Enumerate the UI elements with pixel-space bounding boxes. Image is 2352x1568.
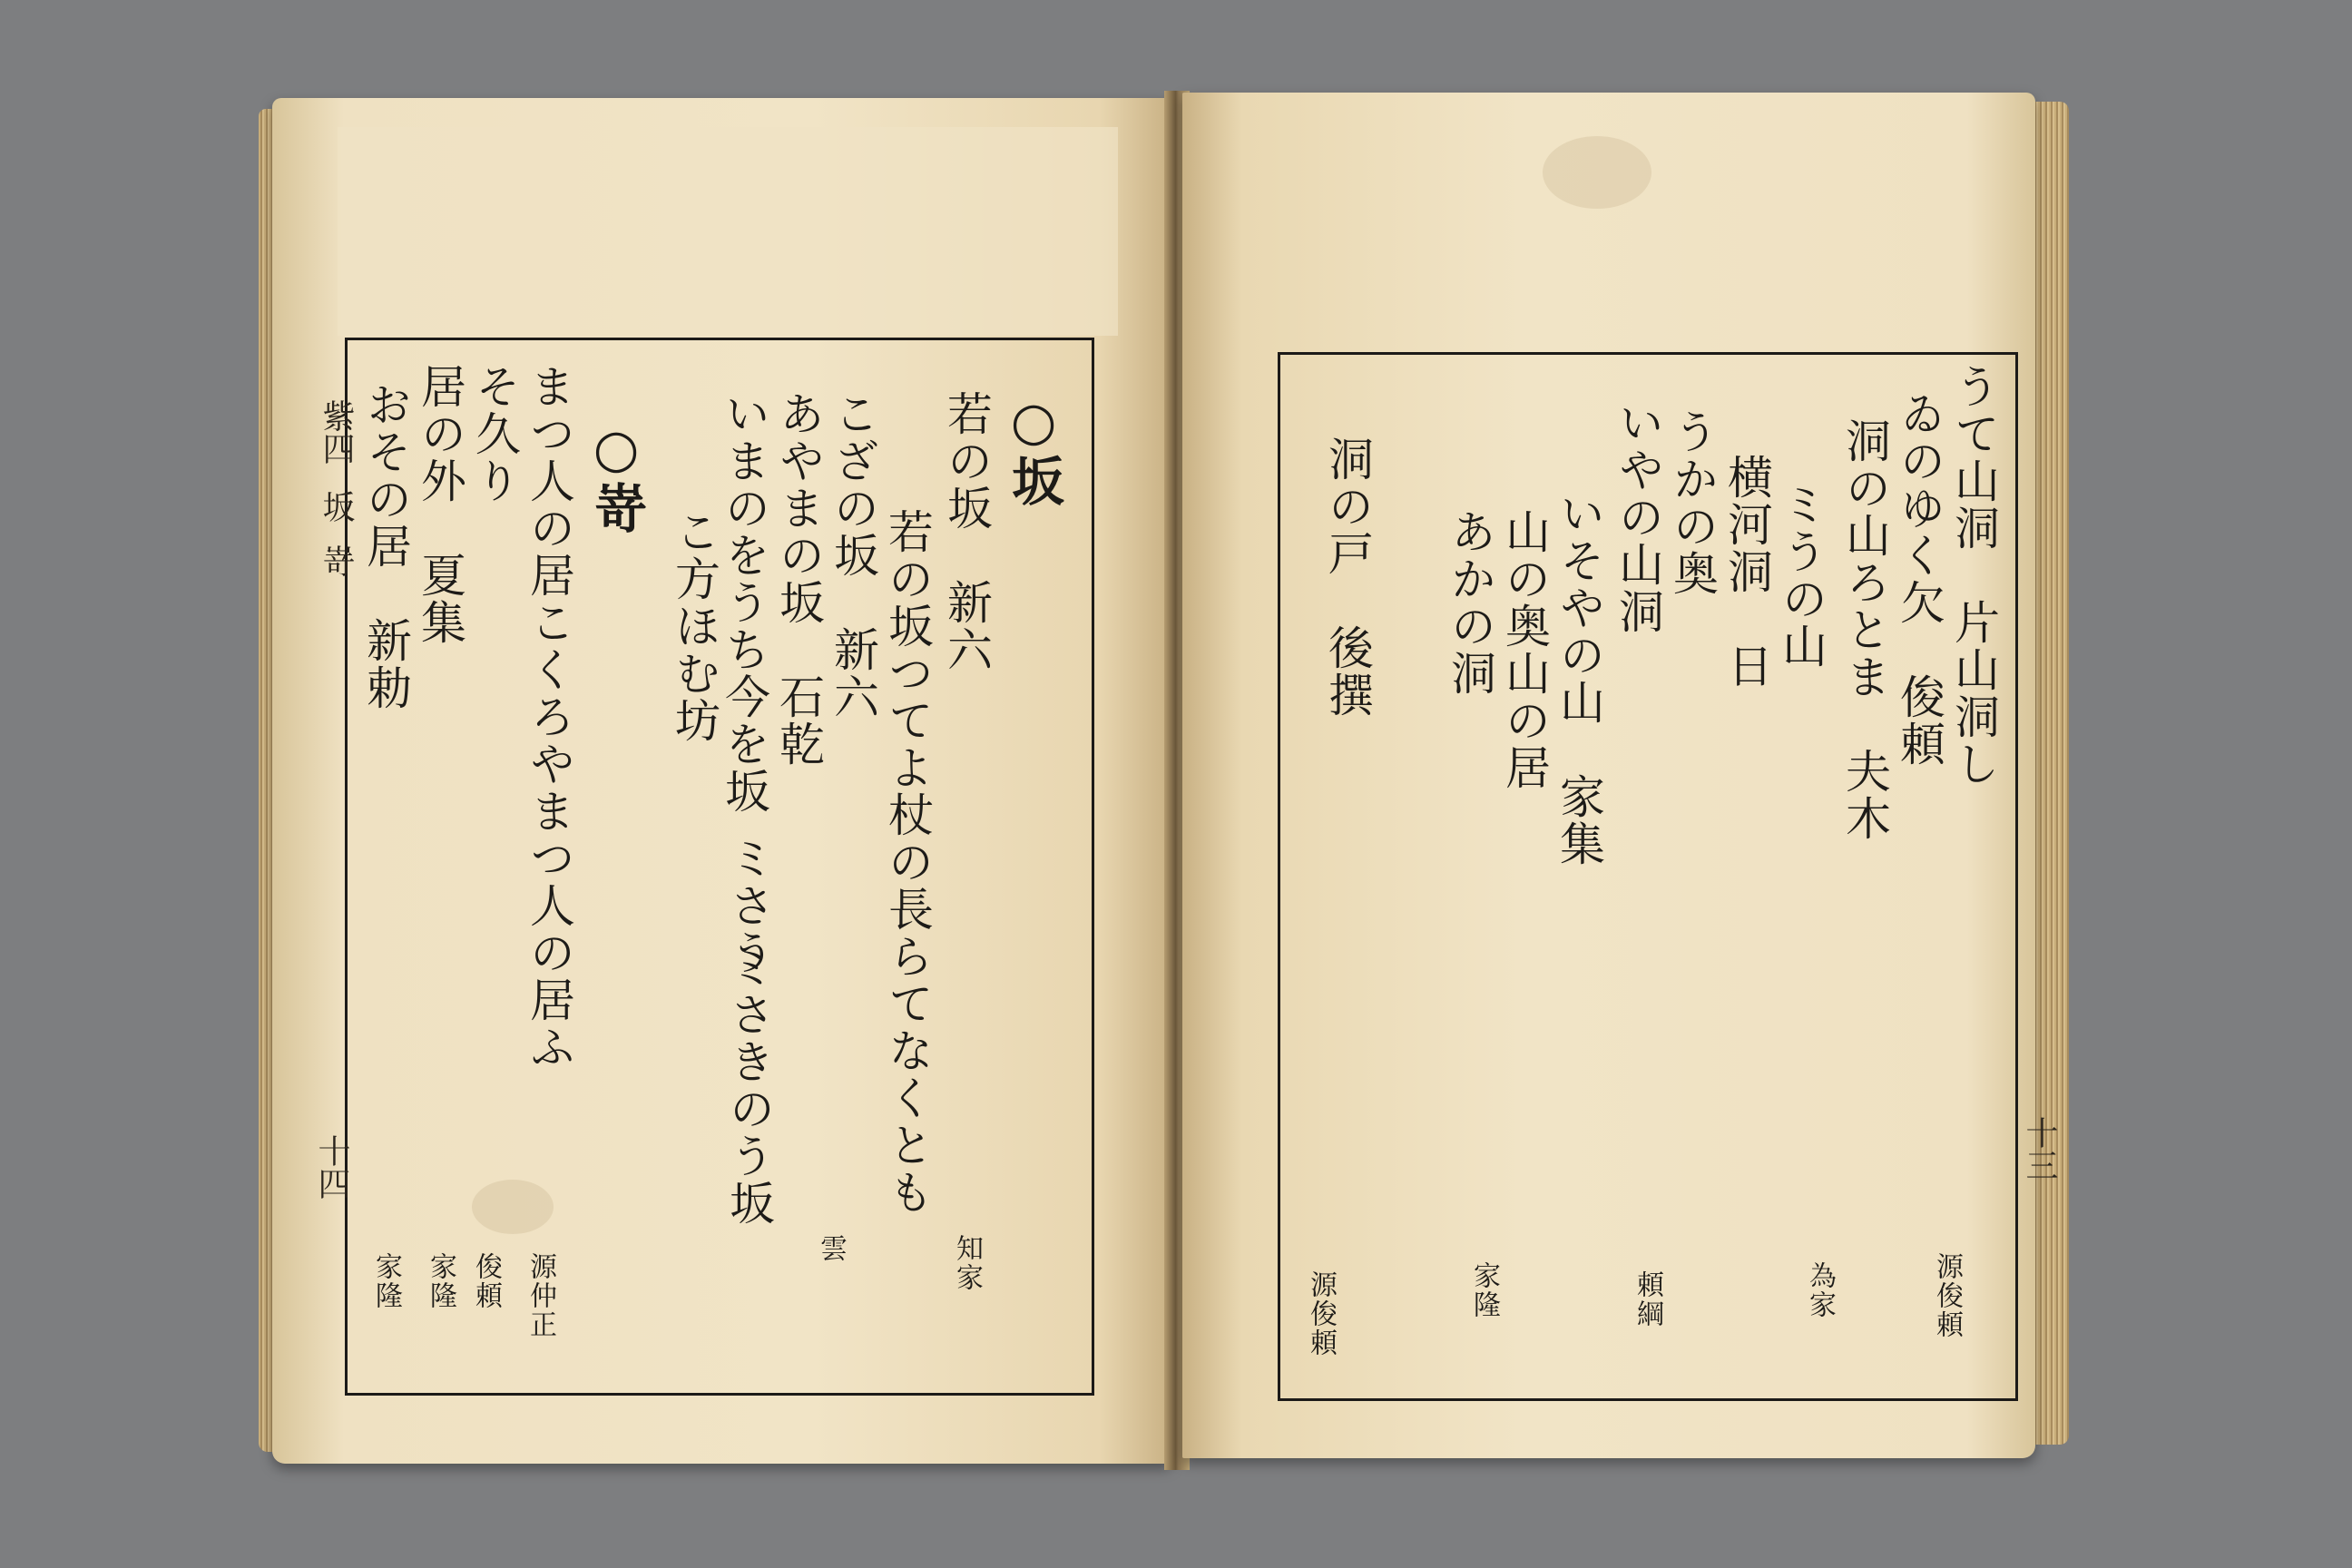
section-heading-saka: ○坂 [1003,390,1064,508]
author-label: 源俊頼 [1305,1270,1337,1357]
text-column: うかの奥 [1666,408,1719,597]
left-margin-label: 紫四 [318,399,355,465]
text-column: 横河洞 日 [1720,454,1773,690]
text-column: そ久り [468,363,521,505]
text-column: 洞の戸 後撰 [1321,436,1374,719]
left-margin-label: 嵜 [318,544,355,577]
author-label: 家隆 [370,1252,402,1310]
text-column: ゐのゆく欠 俊頼 [1893,390,1945,768]
author-label: 源仲正 [524,1252,556,1339]
text-column: うて山洞 片山洞し [1947,363,2000,788]
text-column: ミさきのう坂 [722,944,775,1227]
text-column: 若の坂つてよ杖の長らてなくとも [881,508,934,1216]
author-label: 雲 [815,1234,847,1263]
text-column: いまのをうち今を坂 [718,390,770,815]
author-label: 家隆 [1468,1261,1500,1319]
left-page-number: 十四 [313,1134,350,1200]
text-column: ミうの山 [1775,481,1828,670]
text-column: こざの坂 新六 [827,390,879,720]
text-column: いそやの山 家集 [1553,490,1605,867]
text-column: あかの洞 [1444,508,1496,697]
text-column: こ方ほむ坊 [668,508,720,744]
text-column: 洞の山ろとま 夫木 [1838,417,1891,842]
section-heading-saki: ○嵜 [585,417,647,535]
left-margin-label: 坂 [318,490,355,523]
text-column: いやの山洞 [1612,399,1664,635]
author-label: 源俊頼 [1931,1252,1963,1339]
author-label: 知家 [951,1234,983,1292]
text-column: まつ人の居こくろやまつ人の居ふ [523,363,575,1071]
author-label: 為家 [1804,1261,1836,1319]
pasted-paper-strip [338,127,1118,336]
text-column: ミさう [722,835,775,976]
paper-stain [1543,136,1651,209]
author-label: 家隆 [425,1252,456,1310]
text-column: 居の外 夏集 [414,363,466,646]
text-column: あやまの坂 石乾 [772,390,825,768]
right-page-number: 十三 [2021,1116,2058,1181]
text-column: 若の坂 新六 [940,390,993,673]
text-column: おその居 新勅 [359,381,412,711]
author-label: 俊頼 [470,1252,502,1310]
text-column: 山の奥山の居 [1498,508,1551,791]
author-label: 頼綱 [1632,1270,1663,1328]
